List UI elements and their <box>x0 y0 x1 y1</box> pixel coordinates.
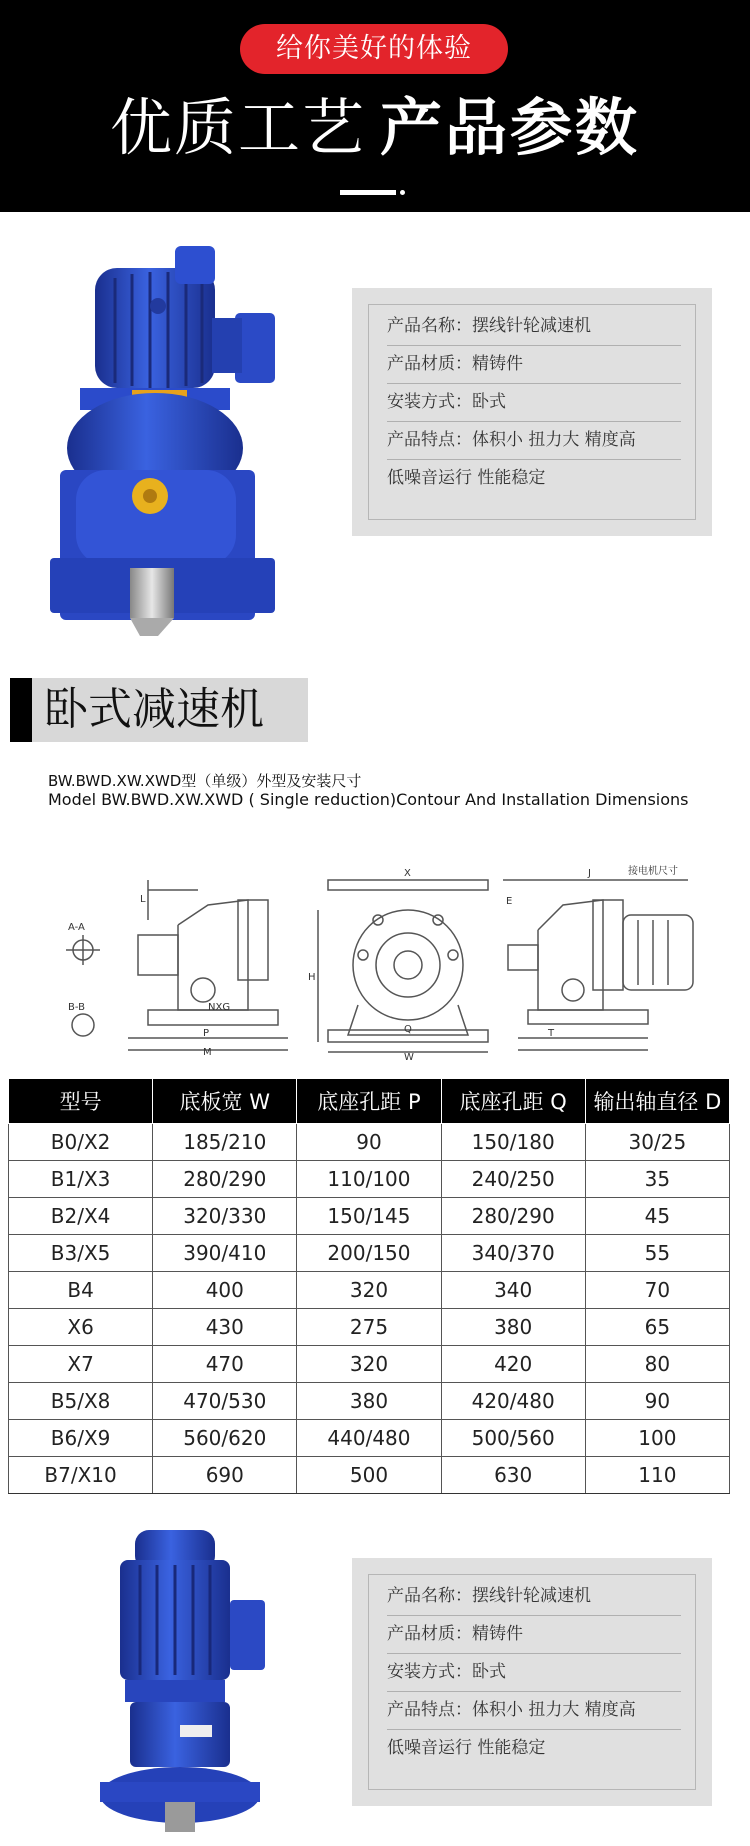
spec-row: 低噪音运行 性能稳定 <box>387 468 546 488</box>
spec-box-inner <box>368 304 696 520</box>
spec-row: 产品材质：精铸件 <box>387 345 681 384</box>
page-headline <box>0 88 750 168</box>
table-cell: 320 <box>297 1346 441 1383</box>
table-cell: 400 <box>153 1272 297 1309</box>
table-cell: 630 <box>441 1457 585 1494</box>
table-cell: B6/X9 <box>9 1420 153 1457</box>
table-cell: 390/410 <box>153 1235 297 1272</box>
section-heading-bar <box>10 678 32 742</box>
table-row <box>9 1457 730 1494</box>
model-title-cn: BW.BWD.XW.XWD型（单级）外型及安装尺寸 <box>48 772 362 790</box>
table-cell: 110 <box>585 1457 729 1494</box>
table-row <box>9 1124 730 1161</box>
header-banner <box>0 0 750 212</box>
table-row <box>9 1420 730 1457</box>
table-cell: 65 <box>585 1309 729 1346</box>
spec-row: 安装方式：卧式 <box>387 1653 681 1692</box>
table-cell: 440/480 <box>297 1420 441 1457</box>
headline-bold: 产品参数 <box>380 91 641 164</box>
table-cell: 150/180 <box>441 1124 585 1161</box>
drawing-label-w: W <box>404 1052 414 1060</box>
spec-box-inner <box>368 1574 696 1790</box>
table-cell: 185/210 <box>153 1124 297 1161</box>
spec-row: 产品名称：摆线针轮减速机 <box>387 307 681 346</box>
headline-underline-dot <box>400 190 405 195</box>
table-cell: 500 <box>297 1457 441 1494</box>
drawing-label-aa: A-A <box>68 922 85 933</box>
spec-row: 产品特点：体积小 扭力大 精度高 <box>387 421 681 460</box>
table-cell: 380 <box>297 1383 441 1420</box>
table-header: 底座孔距 P <box>297 1079 441 1124</box>
table-cell: 340 <box>441 1272 585 1309</box>
table-cell: 100 <box>585 1420 729 1457</box>
table-cell: 430 <box>153 1309 297 1346</box>
table-cell: B7/X10 <box>9 1457 153 1494</box>
table-row <box>9 1161 730 1198</box>
drawing-label-q: Q <box>404 1024 412 1035</box>
drawing-label-nxg: NXG <box>208 1002 231 1013</box>
table-header-row <box>9 1079 730 1124</box>
slogan-pill: 给你美好的体验 <box>240 24 508 74</box>
drawing-label-bb: B-B <box>68 1002 85 1013</box>
table-row <box>9 1383 730 1420</box>
table-header: 输出轴直径 D <box>585 1079 729 1124</box>
spec-row: 产品特点：体积小 扭力大 精度高 <box>387 1691 681 1730</box>
table-row <box>9 1198 730 1235</box>
table-cell: 420 <box>441 1346 585 1383</box>
table-cell: 470 <box>153 1346 297 1383</box>
drawing-label-t: T <box>548 1028 555 1039</box>
table-cell: 35 <box>585 1161 729 1198</box>
table-cell: 320 <box>297 1272 441 1309</box>
table-header: 底板宽 W <box>153 1079 297 1124</box>
table-cell: 690 <box>153 1457 297 1494</box>
table-cell: 420/480 <box>441 1383 585 1420</box>
drawing-label-e: E <box>506 896 513 907</box>
drawing-label-motor-dim: 接电机尺寸 <box>628 866 678 877</box>
table-cell: X7 <box>9 1346 153 1383</box>
table-cell: B3/X5 <box>9 1235 153 1272</box>
product-photo-vertical <box>95 1520 285 1840</box>
parameter-table <box>8 1078 730 1494</box>
table-row <box>9 1272 730 1309</box>
table-cell: B2/X4 <box>9 1198 153 1235</box>
table-cell: 275 <box>297 1309 441 1346</box>
table-cell: 280/290 <box>441 1198 585 1235</box>
table-cell: 110/100 <box>297 1161 441 1198</box>
table-cell: 90 <box>297 1124 441 1161</box>
drawing-label-x: X <box>404 868 411 879</box>
product-photo-horizontal <box>40 238 290 638</box>
table-cell: 500/560 <box>441 1420 585 1457</box>
table-header: 底座孔距 Q <box>441 1079 585 1124</box>
table-cell: 30/25 <box>585 1124 729 1161</box>
spec-row: 低噪音运行 性能稳定 <box>387 1738 546 1758</box>
table-cell: B5/X8 <box>9 1383 153 1420</box>
table-cell: B4 <box>9 1272 153 1309</box>
technical-drawing <box>28 860 728 1060</box>
table-cell: 200/150 <box>297 1235 441 1272</box>
table-cell: 380 <box>441 1309 585 1346</box>
table-cell: 45 <box>585 1198 729 1235</box>
table-row <box>9 1235 730 1272</box>
model-title-en: Model BW.BWD.XW.XWD ( Single reduction)Contour And Installation Dimensions <box>48 790 689 809</box>
table-cell: 470/530 <box>153 1383 297 1420</box>
table-cell: 150/145 <box>297 1198 441 1235</box>
table-cell: B1/X3 <box>9 1161 153 1198</box>
headline-thin: 优质工艺 <box>109 91 366 164</box>
table-cell: 280/290 <box>153 1161 297 1198</box>
spec-box-top <box>352 288 712 536</box>
table-cell: 90 <box>585 1383 729 1420</box>
section-title: 卧式减速机 <box>32 678 308 742</box>
table-cell: 340/370 <box>441 1235 585 1272</box>
drawing-label-h: H <box>308 972 316 983</box>
drawing-label-j: J <box>588 868 591 879</box>
drawing-label-p: P <box>203 1028 210 1039</box>
table-cell: 560/620 <box>153 1420 297 1457</box>
spec-row: 产品材质：精铸件 <box>387 1615 681 1654</box>
table-cell: 70 <box>585 1272 729 1309</box>
table-cell: 240/250 <box>441 1161 585 1198</box>
table-cell: 320/330 <box>153 1198 297 1235</box>
table-header: 型号 <box>9 1079 153 1124</box>
spec-row: 产品名称：摆线针轮减速机 <box>387 1577 681 1616</box>
drawing-label-l: L <box>140 894 146 905</box>
table-cell: 80 <box>585 1346 729 1383</box>
spec-row: 安装方式：卧式 <box>387 383 681 422</box>
spec-box-bottom <box>352 1558 712 1806</box>
table-cell: B0/X2 <box>9 1124 153 1161</box>
table-cell: 55 <box>585 1235 729 1272</box>
drawing-label-m: M <box>203 1047 212 1058</box>
table-cell: X6 <box>9 1309 153 1346</box>
headline-underline <box>340 190 396 195</box>
table-row <box>9 1346 730 1383</box>
table-row <box>9 1309 730 1346</box>
